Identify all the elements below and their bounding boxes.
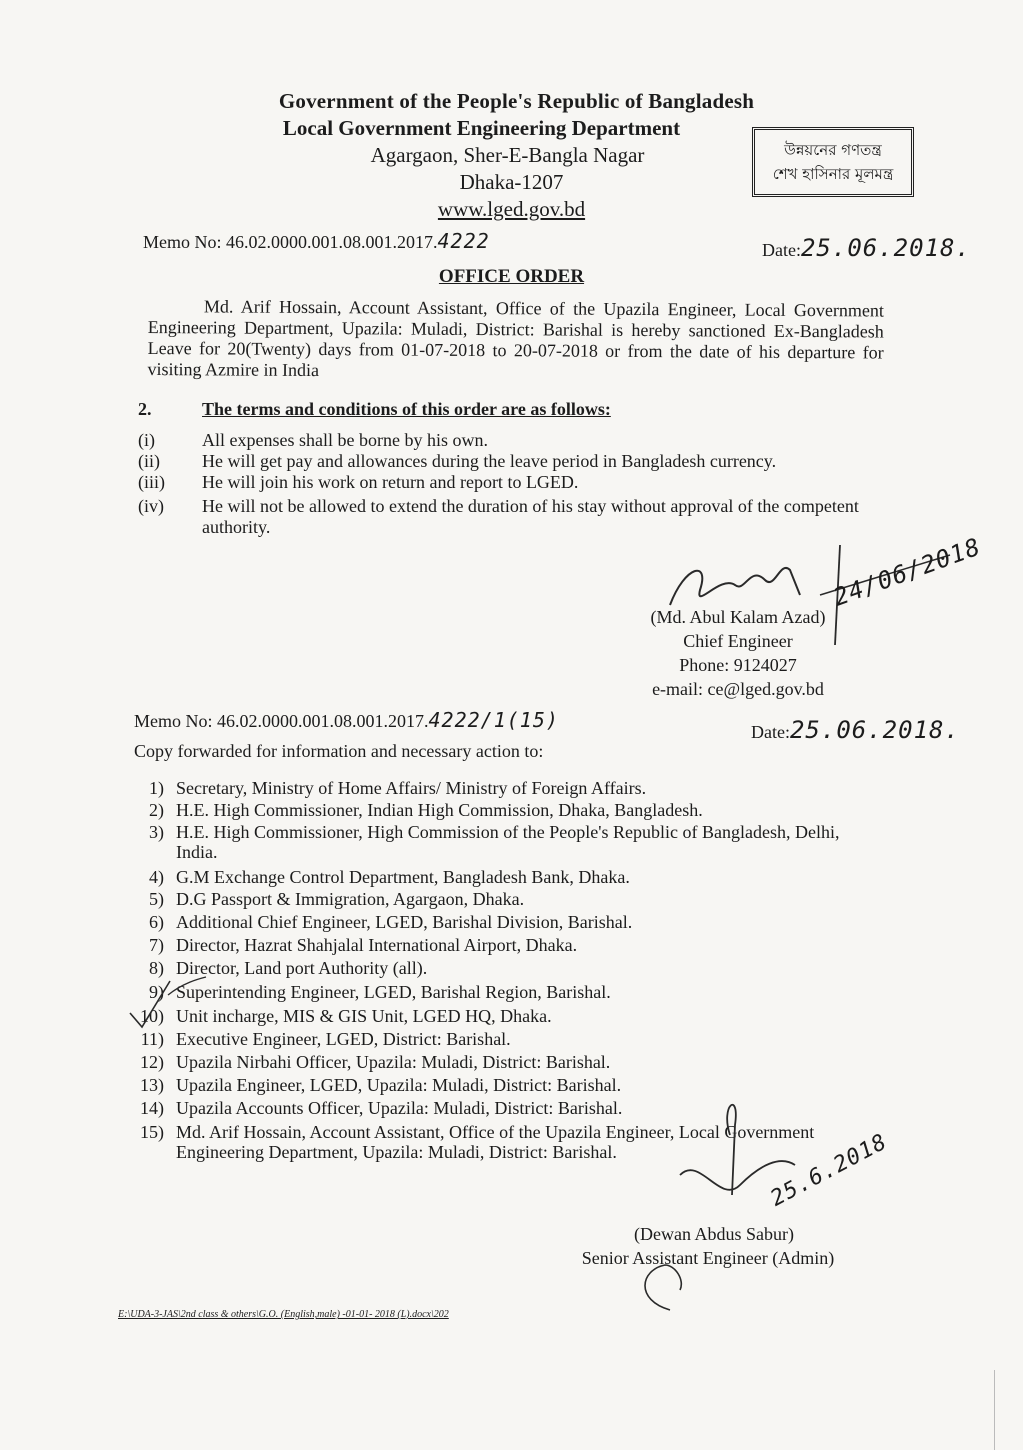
term-item [138,451,878,473]
copy-text: Upazila Nirbahi Officer, Upazila: Muladi, District: Barishal. [176,1052,611,1072]
copy-item [124,867,884,889]
memo-label-2: Memo No: 46.02.0000.001.08.001.2017. [134,711,429,731]
file-path-footer: E:\UDA-3-JAS\2nd class & others\G.O. (English,male) -01-01- 2018 (L).docx\202 [118,1309,449,1320]
copy-number: 10) [140,1006,164,1026]
memo-handwritten-number-1: 4222 [437,229,490,253]
copy-number: 11) [140,1029,164,1049]
signatory-1-name: (Md. Abul Kalam Azad) [650,607,826,627]
term-number: (iii) [138,472,165,492]
copy-text: G.M Exchange Control Department, Bangladesh Bank, Dhaka. [176,867,630,887]
copy-text: Director, Land port Authority (all). [176,958,428,978]
term-text: All expenses shall be borne by his own. [202,430,488,450]
copy-text: Secretary, Ministry of Home Affairs/ Ministry of Foreign Affairs. [176,778,647,798]
copy-item [124,1052,884,1074]
term-text: He will join his work on return and report to LGED. [202,472,579,492]
signatory-2-name: (Dewan Abdus Sabur) [634,1224,794,1244]
signatory-1-designation: Chief Engineer [683,631,793,651]
copy-text: Director, Hazrat Shahjalal International Airport, Dhaka. [176,935,578,955]
date-handwritten-2: 25.06.2018. [789,716,960,744]
memo-date-2 [751,716,960,744]
copy-item [124,1006,884,1028]
term-item [138,430,878,452]
signatory-1-email[interactable]: e-mail: ce@lged.gov.bd [652,679,824,699]
copy-text: Additional Chief Engineer, LGED, Barishal Division, Barishal. [176,912,633,932]
copy-item [124,912,884,934]
copy-forwarded-intro: Copy forwarded for information and necessary action to: [134,741,544,761]
copy-number: 1) [149,778,164,798]
govt-title: Government of the People's Republic of Bangladesh [278,89,755,113]
senior-engineer-signature [620,1095,880,1320]
signatory-1-phone: Phone: 9124027 [679,655,797,675]
memo-label-1: Memo No: 46.02.0000.001.08.001.2017. [143,232,438,252]
copy-text: H.E. High Commissioner, Indian High Commission, Dhaka, Bangladesh. [176,800,703,820]
memo-handwritten-number-2: 4222/1(15) [428,708,559,732]
term-number: (ii) [138,451,160,471]
copy-number: 12) [140,1052,164,1072]
copy-number: 7) [149,935,164,955]
copy-item [124,778,884,800]
section-number: 2. [138,399,152,419]
copy-number: 13) [140,1075,164,1095]
copy-item [124,800,884,822]
motto-line-1: উন্নয়নের গণতন্ত্র [784,141,882,159]
date-handwritten-1: 25.06.2018. [800,234,971,262]
copy-number: 9) [149,982,164,1002]
scan-edge-line [994,1370,995,1450]
copy-item [124,889,884,911]
copy-number: 8) [149,958,164,978]
signatory-2-designation: Senior Assistant Engineer (Admin) [581,1248,835,1268]
checkmark-annotations [128,975,208,1035]
memo-number-2 [134,708,559,732]
memo-date-1 [762,234,971,262]
copy-item [124,822,884,866]
copy-item [124,958,884,980]
section-title: The terms and conditions of this order are as follows: [202,399,611,419]
signatory-2-block [558,1222,858,1270]
copy-item [124,935,884,957]
memo-number-1 [143,229,490,253]
motto-box [752,127,914,197]
term-item [138,496,878,540]
city-line: Dhaka-1207 [459,170,564,194]
copy-item [124,982,884,1004]
copy-number: 15) [140,1122,164,1142]
copy-number: 4) [149,867,164,887]
copy-number: 14) [140,1098,164,1118]
copy-text: Upazila Accounts Officer, Upazila: Muladi, District: Barishal. [176,1098,623,1118]
office-order-title: OFFICE ORDER [438,266,585,287]
copy-number: 3) [149,822,164,842]
copy-number: 6) [149,912,164,932]
website-link[interactable]: www.lged.gov.bd [437,197,586,221]
term-text: He will not be allowed to extend the duration of his stay without approval of the competent authority. [202,496,859,537]
copy-text: Md. Arif Hossain, Account Assistant, Office of the Upazila Engineer, Local Government Engineering Department, Upazila: Muladi, District: Barishal. [176,1122,815,1162]
copy-text: Superintending Engineer, LGED, Barishal Region, Barishal. [176,982,611,1002]
department-name: Local Government Engineering Department [282,116,681,140]
order-paragraph: Md. Arif Hossain, Account Assistant, Office of the Upazila Engineer, Local Government Engineering Department, Upazila: Muladi, District: Barishal is hereby sanctioned Ex-Bangladesh Leave for 20(Twenty) days from 01-07-2018 to 20-07-2018 or from the date of his departure for visiting Azmire in India [147,296,884,381]
term-number: (i) [138,430,155,450]
copy-text: Unit incharge, MIS & GIS Unit, LGED HQ, Dhaka. [176,1006,552,1026]
term-item [138,472,878,494]
motto-line-2: শেখ হাসিনার মূলমন্ত্র [772,165,894,183]
address-line: Agargaon, Sher-E-Bangla Nagar [370,143,645,167]
copy-number: 2) [149,800,164,820]
date-label-1: Date: [762,240,801,260]
copy-item [124,1075,884,1097]
copy-text: Upazila Engineer, LGED, Upazila: Muladi, District: Barishal. [176,1075,622,1095]
copy-item [124,1029,884,1051]
copy-text: H.E. High Commissioner, High Commission of the People's Republic of Bangladesh, Delhi, India. [176,822,840,862]
term-text: He will get pay and allowances during the leave period in Bangladesh currency. [202,451,777,471]
term-number: (iv) [138,496,164,516]
signatory-1-block [628,605,848,701]
copy-text: D.G Passport & Immigration, Agargaon, Dhaka. [176,889,525,909]
signature-date-1: 24/06/2018 [829,532,985,612]
signature-date-2: 25.6.2018 [766,1129,892,1212]
copy-number: 5) [149,889,164,909]
date-label-2: Date: [751,722,790,742]
copy-text: Executive Engineer, LGED, District: Barishal. [176,1029,511,1049]
